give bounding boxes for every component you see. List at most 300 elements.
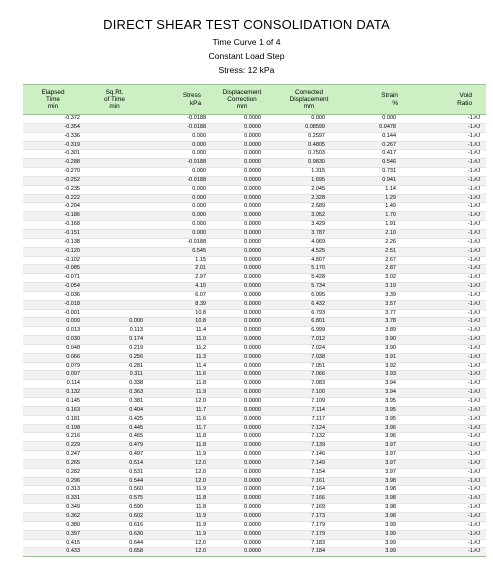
cell-strain: 3.99 (343, 530, 408, 539)
cell-elapsed-time: -0.319 (23, 141, 83, 150)
cell-void-ratio: -1.#J (408, 389, 486, 398)
cell-strain: 1.29 (343, 194, 408, 203)
header-line: Elapsed (41, 88, 65, 96)
cell-void-ratio: -1.#J (408, 291, 486, 300)
report-title: DIRECT SHEAR TEST CONSOLIDATION DATA (103, 17, 390, 32)
cell-corrected-displacement: 7.083 (275, 380, 343, 389)
cell-strain: 0.267 (343, 141, 408, 150)
cell-void-ratio: -1.#J (408, 477, 486, 486)
cell-corrected-displacement: 6.432 (275, 300, 343, 309)
cell-void-ratio: -1.#J (408, 283, 486, 292)
cell-sqrt-time: 0.404 (83, 406, 146, 415)
table-row (23, 344, 486, 353)
cell-strain: 0.941 (343, 176, 408, 185)
cell-elapsed-time: 0.415 (23, 539, 83, 548)
table-row (23, 548, 486, 557)
cell-displacement-correction: 0.0000 (209, 274, 275, 283)
cell-stress: 0.000 (146, 168, 209, 177)
cell-void-ratio: -1.#J (408, 168, 486, 177)
table-row (23, 495, 486, 504)
cell-elapsed-time: 0.079 (23, 362, 83, 371)
cell-void-ratio: -1.#J (408, 159, 486, 168)
column-header-stress (146, 85, 209, 115)
column-header-strain (343, 85, 408, 115)
table-row (23, 150, 486, 159)
cell-strain: 0.000 (343, 115, 408, 124)
cell-strain: 0.731 (343, 168, 408, 177)
cell-sqrt-time (83, 212, 146, 221)
cell-sqrt-time: 0.465 (83, 433, 146, 442)
cell-stress: 8.39 (146, 300, 209, 309)
cell-sqrt-time: 0.113 (83, 327, 146, 336)
cell-strain: 3.97 (343, 459, 408, 468)
cell-sqrt-time: 0.531 (83, 468, 146, 477)
cell-corrected-displacement: 4.069 (275, 238, 343, 247)
table-row (23, 504, 486, 513)
cell-corrected-displacement: 0.000 (275, 115, 343, 124)
cell-displacement-correction: 0.0000 (209, 238, 275, 247)
cell-elapsed-time: 0.397 (23, 530, 83, 539)
cell-void-ratio: -1.#J (408, 504, 486, 513)
cell-stress: 0.000 (146, 141, 209, 150)
table-row (23, 521, 486, 530)
cell-stress: -0.0188 (146, 159, 209, 168)
cell-stress: 11.9 (146, 451, 209, 460)
table-row (23, 530, 486, 539)
cell-displacement-correction: 0.0000 (209, 115, 275, 124)
cell-stress: 11.2 (146, 344, 209, 353)
cell-corrected-displacement: 5.734 (275, 283, 343, 292)
cell-sqrt-time: 0.281 (83, 362, 146, 371)
cell-displacement-correction: 0.0000 (209, 327, 275, 336)
cell-strain: 3.94 (343, 380, 408, 389)
cell-elapsed-time: 0.097 (23, 371, 83, 380)
cell-elapsed-time: -0.372 (23, 115, 83, 124)
cell-displacement-correction: 0.0000 (209, 194, 275, 203)
cell-void-ratio: -1.#J (408, 442, 486, 451)
cell-corrected-displacement: 1.695 (275, 176, 343, 185)
cell-sqrt-time (83, 300, 146, 309)
cell-strain: 3.19 (343, 283, 408, 292)
cell-stress: -0.0188 (146, 115, 209, 124)
cell-corrected-displacement: 7.109 (275, 398, 343, 407)
cell-sqrt-time: 0.602 (83, 512, 146, 521)
cell-strain: 3.97 (343, 468, 408, 477)
table-row (23, 212, 486, 221)
cell-stress: 0.000 (146, 221, 209, 230)
cell-displacement-correction: 0.0000 (209, 291, 275, 300)
cell-displacement-correction: 0.0000 (209, 477, 275, 486)
cell-stress: 11.3 (146, 353, 209, 362)
cell-elapsed-time: -0.222 (23, 194, 83, 203)
cell-void-ratio: -1.#J (408, 141, 486, 150)
cell-elapsed-time: 0.265 (23, 459, 83, 468)
cell-void-ratio: -1.#J (408, 115, 486, 124)
cell-displacement-correction: 0.0000 (209, 530, 275, 539)
cell-strain: 3.99 (343, 548, 408, 557)
cell-elapsed-time: -0.001 (23, 309, 83, 318)
cell-strain: 3.96 (343, 424, 408, 433)
cell-displacement-correction: 0.0000 (209, 283, 275, 292)
cell-sqrt-time (83, 176, 146, 185)
cell-corrected-displacement: 7.124 (275, 424, 343, 433)
cell-strain: 3.98 (343, 495, 408, 504)
cell-sqrt-time (83, 194, 146, 203)
cell-void-ratio: -1.#J (408, 468, 486, 477)
cell-corrected-displacement: 0.9830 (275, 159, 343, 168)
cell-strain: 0.417 (343, 150, 408, 159)
cell-void-ratio: -1.#J (408, 548, 486, 557)
cell-void-ratio: -1.#J (408, 221, 486, 230)
cell-corrected-displacement: 0.08599 (275, 123, 343, 132)
column-header-displacement-correction (209, 85, 275, 115)
cell-displacement-correction: 0.0000 (209, 300, 275, 309)
load-step-subtitle: Constant Load Step (208, 51, 285, 61)
cell-corrected-displacement: 7.012 (275, 336, 343, 345)
cell-void-ratio: -1.#J (408, 194, 486, 203)
cell-elapsed-time: 0.349 (23, 504, 83, 513)
cell-displacement-correction: 0.0000 (209, 504, 275, 513)
cell-stress: 0.000 (146, 229, 209, 238)
cell-displacement-correction: 0.0000 (209, 539, 275, 548)
cell-corrected-displacement: 2.045 (275, 185, 343, 194)
cell-corrected-displacement: 7.179 (275, 530, 343, 539)
cell-corrected-displacement: 7.184 (275, 548, 343, 557)
cell-corrected-displacement: 7.139 (275, 442, 343, 451)
table-row (23, 451, 486, 460)
cell-corrected-displacement: 7.161 (275, 477, 343, 486)
cell-sqrt-time (83, 247, 146, 256)
cell-corrected-displacement: 7.100 (275, 389, 343, 398)
header-line: Correction (227, 95, 257, 103)
cell-void-ratio: -1.#J (408, 495, 486, 504)
cell-void-ratio: -1.#J (408, 406, 486, 415)
cell-void-ratio: -1.#J (408, 212, 486, 221)
cell-sqrt-time (83, 283, 146, 292)
cell-displacement-correction: 0.0000 (209, 176, 275, 185)
table-row (23, 265, 486, 274)
time-curve-subtitle: Time Curve 1 of 4 (212, 37, 281, 47)
cell-stress: 11.7 (146, 424, 209, 433)
cell-sqrt-time: 0.514 (83, 459, 146, 468)
table-row (23, 415, 486, 424)
cell-displacement-correction: 0.0000 (209, 123, 275, 132)
cell-stress: 11.4 (146, 362, 209, 371)
header-line: min (47, 103, 59, 111)
cell-stress: 0.000 (146, 212, 209, 221)
cell-stress: 11.8 (146, 380, 209, 389)
header-line: Stress (182, 92, 201, 100)
table-row (23, 371, 486, 380)
cell-corrected-displacement: 7.183 (275, 539, 343, 548)
cell-displacement-correction: 0.0000 (209, 336, 275, 345)
cell-strain: 3.77 (343, 309, 408, 318)
cell-elapsed-time: -0.301 (23, 150, 83, 159)
cell-void-ratio: -1.#J (408, 247, 486, 256)
table-row (23, 477, 486, 486)
cell-sqrt-time (83, 221, 146, 230)
cell-corrected-displacement: 7.114 (275, 406, 343, 415)
cell-strain: 3.95 (343, 415, 408, 424)
cell-corrected-displacement: 3.052 (275, 212, 343, 221)
table-row (23, 309, 486, 318)
cell-stress: 12.0 (146, 539, 209, 548)
cell-void-ratio: -1.#J (408, 433, 486, 442)
cell-displacement-correction: 0.0000 (209, 168, 275, 177)
cell-strain: 2.10 (343, 229, 408, 238)
cell-strain: 3.91 (343, 353, 408, 362)
cell-sqrt-time: 0.425 (83, 415, 146, 424)
cell-elapsed-time: -0.151 (23, 229, 83, 238)
table-row (23, 389, 486, 398)
cell-elapsed-time: -0.235 (23, 185, 83, 194)
cell-void-ratio: -1.#J (408, 256, 486, 265)
cell-stress: 11.6 (146, 371, 209, 380)
cell-corrected-displacement: 7.117 (275, 415, 343, 424)
cell-stress: 1.15 (146, 256, 209, 265)
cell-sqrt-time: 0.575 (83, 495, 146, 504)
header-line: mm (236, 103, 248, 111)
cell-void-ratio: -1.#J (408, 486, 486, 495)
cell-sqrt-time (83, 203, 146, 212)
cell-stress: 11.7 (146, 406, 209, 415)
cell-strain: 0.546 (343, 159, 408, 168)
table-row (23, 398, 486, 407)
cell-void-ratio: -1.#J (408, 274, 486, 283)
header-line: Displacement (222, 88, 262, 96)
cell-strain: 3.96 (343, 433, 408, 442)
cell-corrected-displacement: 6.801 (275, 318, 343, 327)
header-line: Time (46, 95, 60, 103)
cell-strain: 3.97 (343, 451, 408, 460)
cell-displacement-correction: 0.0000 (209, 159, 275, 168)
cell-void-ratio: -1.#J (408, 300, 486, 309)
table-body (23, 115, 486, 557)
cell-void-ratio: -1.#J (408, 176, 486, 185)
cell-sqrt-time: 0.363 (83, 389, 146, 398)
cell-stress: 11.9 (146, 521, 209, 530)
cell-stress: 11.8 (146, 495, 209, 504)
header-line: Strain (381, 92, 398, 100)
cell-strain: 3.98 (343, 477, 408, 486)
cell-sqrt-time (83, 238, 146, 247)
cell-displacement-correction: 0.0000 (209, 486, 275, 495)
table-row (23, 238, 486, 247)
cell-strain: 3.90 (343, 336, 408, 345)
cell-sqrt-time: 0.644 (83, 539, 146, 548)
cell-corrected-displacement: 7.179 (275, 521, 343, 530)
cell-elapsed-time: 0.433 (23, 548, 83, 557)
cell-elapsed-time: -0.270 (23, 168, 83, 177)
cell-sqrt-time (83, 132, 146, 141)
cell-stress: 12.0 (146, 468, 209, 477)
cell-void-ratio: -1.#J (408, 539, 486, 548)
cell-elapsed-time: -0.085 (23, 265, 83, 274)
column-header-corrected-displacement (275, 85, 343, 115)
cell-stress: 10.8 (146, 318, 209, 327)
cell-stress: 4.10 (146, 283, 209, 292)
cell-sqrt-time: 0.256 (83, 353, 146, 362)
cell-strain: 1.49 (343, 203, 408, 212)
table-row (23, 176, 486, 185)
cell-stress: 2.97 (146, 274, 209, 283)
cell-strain: 3.95 (343, 406, 408, 415)
cell-elapsed-time: -0.168 (23, 221, 83, 230)
cell-strain: 0.144 (343, 132, 408, 141)
cell-sqrt-time: 0.560 (83, 486, 146, 495)
cell-void-ratio: -1.#J (408, 344, 486, 353)
cell-strain: 3.93 (343, 371, 408, 380)
cell-void-ratio: -1.#J (408, 371, 486, 380)
cell-sqrt-time (83, 256, 146, 265)
cell-sqrt-time: 0.630 (83, 530, 146, 539)
cell-elapsed-time: 0.145 (23, 398, 83, 407)
cell-sqrt-time: 0.544 (83, 477, 146, 486)
table-row (23, 123, 486, 132)
cell-void-ratio: -1.#J (408, 353, 486, 362)
table-row (23, 274, 486, 283)
cell-elapsed-time: -0.138 (23, 238, 83, 247)
cell-displacement-correction: 0.0000 (209, 495, 275, 504)
cell-elapsed-time: -0.120 (23, 247, 83, 256)
cell-corrected-displacement: 2.328 (275, 194, 343, 203)
cell-sqrt-time: 0.381 (83, 398, 146, 407)
cell-strain: 1.14 (343, 185, 408, 194)
cell-stress: 0.000 (146, 203, 209, 212)
header-line: Sq.Rt. (105, 88, 124, 96)
cell-elapsed-time: 0.048 (23, 344, 83, 353)
cell-void-ratio: -1.#J (408, 132, 486, 141)
cell-elapsed-time: 0.163 (23, 406, 83, 415)
cell-sqrt-time (83, 150, 146, 159)
cell-elapsed-time: 0.216 (23, 433, 83, 442)
cell-strain: 2.51 (343, 247, 408, 256)
cell-void-ratio: -1.#J (408, 362, 486, 371)
cell-stress: -0.0188 (146, 123, 209, 132)
cell-displacement-correction: 0.0000 (209, 141, 275, 150)
cell-void-ratio: -1.#J (408, 336, 486, 345)
cell-elapsed-time: -0.186 (23, 212, 83, 221)
cell-strain: 3.89 (343, 327, 408, 336)
cell-void-ratio: -1.#J (408, 318, 486, 327)
cell-corrected-displacement: 7.038 (275, 353, 343, 362)
cell-void-ratio: -1.#J (408, 530, 486, 539)
cell-stress: 11.9 (146, 389, 209, 398)
cell-void-ratio: -1.#J (408, 265, 486, 274)
cell-stress: 0.000 (146, 185, 209, 194)
cell-stress: 0.545 (146, 247, 209, 256)
cell-corrected-displacement: 7.164 (275, 486, 343, 495)
cell-void-ratio: -1.#J (408, 424, 486, 433)
cell-void-ratio: -1.#J (408, 185, 486, 194)
cell-displacement-correction: 0.0000 (209, 362, 275, 371)
cell-void-ratio: -1.#J (408, 238, 486, 247)
cell-corrected-displacement: 7.166 (275, 495, 343, 504)
table-row (23, 424, 486, 433)
table-header-row (23, 85, 486, 115)
cell-sqrt-time (83, 123, 146, 132)
table-row (23, 283, 486, 292)
cell-elapsed-time: 0.313 (23, 486, 83, 495)
table-row (23, 468, 486, 477)
cell-corrected-displacement: 0.2597 (275, 132, 343, 141)
header-line: Corrected (294, 88, 324, 96)
cell-stress: 11.0 (146, 336, 209, 345)
cell-stress: 12.0 (146, 459, 209, 468)
cell-stress: 11.4 (146, 327, 209, 336)
cell-strain: 1.70 (343, 212, 408, 221)
cell-displacement-correction: 0.0000 (209, 433, 275, 442)
cell-corrected-displacement: 5.428 (275, 274, 343, 283)
table-row (23, 229, 486, 238)
cell-elapsed-time: -0.102 (23, 256, 83, 265)
cell-void-ratio: -1.#J (408, 512, 486, 521)
cell-elapsed-time: -0.288 (23, 159, 83, 168)
cell-corrected-displacement: 3.429 (275, 221, 343, 230)
cell-sqrt-time: 0.338 (83, 380, 146, 389)
cell-sqrt-time (83, 141, 146, 150)
cell-strain: 3.94 (343, 389, 408, 398)
header-line: % (392, 99, 398, 107)
cell-stress: 11.8 (146, 433, 209, 442)
cell-displacement-correction: 0.0000 (209, 318, 275, 327)
cell-corrected-displacement: 7.154 (275, 468, 343, 477)
cell-elapsed-time: -0.336 (23, 132, 83, 141)
cell-corrected-displacement: 7.051 (275, 362, 343, 371)
cell-strain: 3.99 (343, 539, 408, 548)
cell-displacement-correction: 0.0000 (209, 380, 275, 389)
cell-elapsed-time: 0.380 (23, 521, 83, 530)
cell-stress: 12.0 (146, 398, 209, 407)
cell-displacement-correction: 0.0000 (209, 212, 275, 221)
cell-sqrt-time (83, 265, 146, 274)
cell-corrected-displacement: 6.999 (275, 327, 343, 336)
cell-stress: -0.0188 (146, 238, 209, 247)
cell-stress: 11.8 (146, 504, 209, 513)
cell-strain: 1.91 (343, 221, 408, 230)
cell-corrected-displacement: 2.689 (275, 203, 343, 212)
cell-void-ratio: -1.#J (408, 203, 486, 212)
cell-sqrt-time: 0.479 (83, 442, 146, 451)
cell-elapsed-time: -0.252 (23, 176, 83, 185)
cell-elapsed-time: 0.066 (23, 353, 83, 362)
cell-displacement-correction: 0.0000 (209, 442, 275, 451)
table-row (23, 221, 486, 230)
header-line: Void (459, 92, 472, 100)
header-line: mm (303, 103, 315, 111)
table-row (23, 141, 486, 150)
cell-sqrt-time: 0.590 (83, 504, 146, 513)
cell-sqrt-time (83, 185, 146, 194)
cell-elapsed-time: -0.071 (23, 274, 83, 283)
cell-void-ratio: -1.#J (408, 521, 486, 530)
header-line: Ratio (457, 99, 472, 107)
cell-corrected-displacement: 7.146 (275, 451, 343, 460)
cell-void-ratio: -1.#J (408, 459, 486, 468)
cell-elapsed-time: -0.036 (23, 291, 83, 300)
cell-void-ratio: -1.#J (408, 380, 486, 389)
cell-sqrt-time: 0.311 (83, 371, 146, 380)
cell-stress: 10.8 (146, 309, 209, 318)
cell-stress: 0.000 (146, 132, 209, 141)
cell-displacement-correction: 0.0000 (209, 406, 275, 415)
cell-displacement-correction: 0.0000 (209, 256, 275, 265)
cell-elapsed-time: 0.362 (23, 512, 83, 521)
cell-strain: 3.02 (343, 274, 408, 283)
cell-strain: 3.90 (343, 344, 408, 353)
table-row (23, 380, 486, 389)
cell-corrected-displacement: 7.169 (275, 504, 343, 513)
